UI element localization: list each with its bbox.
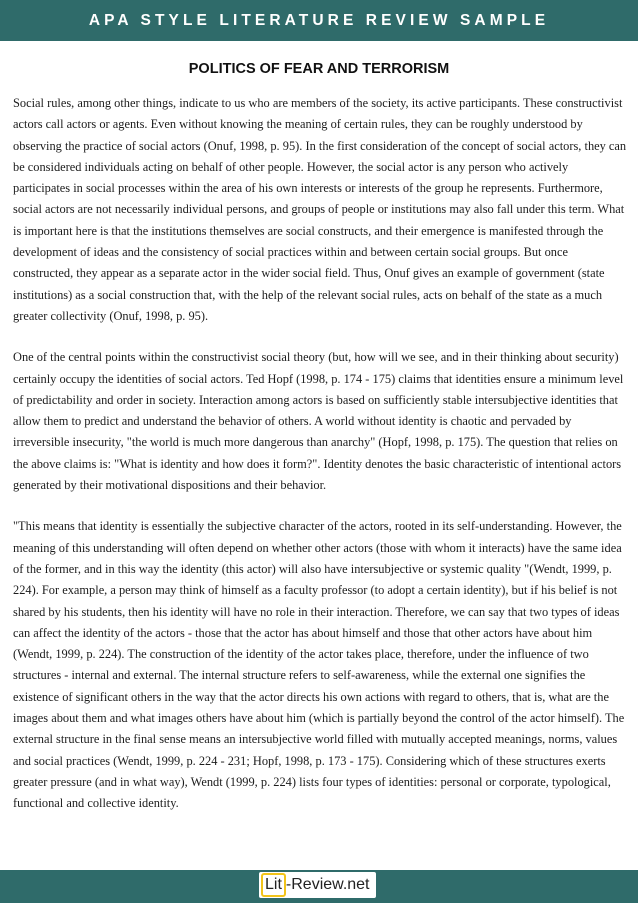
paragraph: Social rules, among other things, indicate to us who are members of the society, its active participants. These constructivist actors call actors or agents. Even without knowing the meaning of certain rules, they can be roughly understood by observing the practice of social actors (Onuf, 1998, p. 95). In the first consideration of the concept of social actors, they can be considered individuals acting on behalf of other people. However, the social actor is any person who actively participates in social processes within the area of his own interests or interests of the group he represents. Furthermore, social actors are not necessarily individual persons, and groups of people or institutions may also fall under this term. What is important here is that the institutions themselves are social constructs, and their emergence is manifested through the development of ideas and the consistency of social practices within and between certain social groups. But once constructed, they appear as a separate actor in the wider social field. Thus, Onuf gives an example of government (state institutions) as a social construction that, with the help of the relevant social rules, acts on behalf of the state as a much greater collectivity (Onuf, 1998, p. 95). <box>13 96 627 323</box>
paragraph: One of the central points within the constructivist social theory (but, how will we see, and in their thinking about security) certainly occupy the identities of social actors. Ted Hopf (1998, p. 174 - 175) claims that identities ensure a minimum level of predictability and order in society. Interaction among actors is based on sufficiently stable intersubjective identities that allow them to predict and understand the behavior of others. A world without identity is chaotic and pervaded by irreversible insecurity, "the world is much more dangerous than anarchy" (Hopf, 1998, p. 175). The question that relies on the above claims is: "What is identity and how does it form?". Identity denotes the basic characteristic of intentional actors generated by their motivational dispositions and their behavior. <box>13 350 624 493</box>
paragraph: "This means that identity is essentially the subjective character of the actors, rooted in its self-understanding. However, the meaning of this understanding will often depend on whether other actors (those with whom it interacts) have the same idea of the former, and in this way the identity (this actor) will also have intersubjective or systemic quality "(Wendt, 1999, p. 224). For example, a person may think of himself as a faculty professor (to adopt a certain identity), but if his belief is not shared by his students, then his identity will have no role in their interaction. Therefore, we can say that two types of ideas can affect the identity of the actors - those that the actor has about himself and those that other actors have about him (Wendt, 1999, p. 224). The construction of the identity of the actor takes place, therefore, under the influence of two structures - internal and external. The internal structure refers to self-awareness, while the external one signifies the existence of significant others in the way that the actor directs his own actions with regard to others, that is, what are the images about them and what images others have about him (which is partially beyond the control of the actor himself). The external structure in the final sense means an intersubjective world filled with mutually accepted meanings, norms, values and social practices (Wendt, 1999, p. 224 - 231; Hopf, 1998, p. 173 - 175). Considering which of these structures exerts greater pressure (and in what way), Wendt (1999, p. 224) lists four types of identities: personal or corporate, typological, functional and collective identity. <box>13 519 625 811</box>
logo-lit-text: Lit <box>261 873 286 897</box>
document-title: POLITICS OF FEAR AND TERRORISM <box>188 61 450 77</box>
logo-review-text: Review.net <box>291 876 370 893</box>
site-logo[interactable] <box>259 872 376 898</box>
logo-dash-text: - <box>285 876 292 893</box>
header-bar <box>0 0 638 41</box>
document-body <box>13 93 627 835</box>
header-title: APA STYLE LITERATURE REVIEW SAMPLE <box>88 11 550 29</box>
